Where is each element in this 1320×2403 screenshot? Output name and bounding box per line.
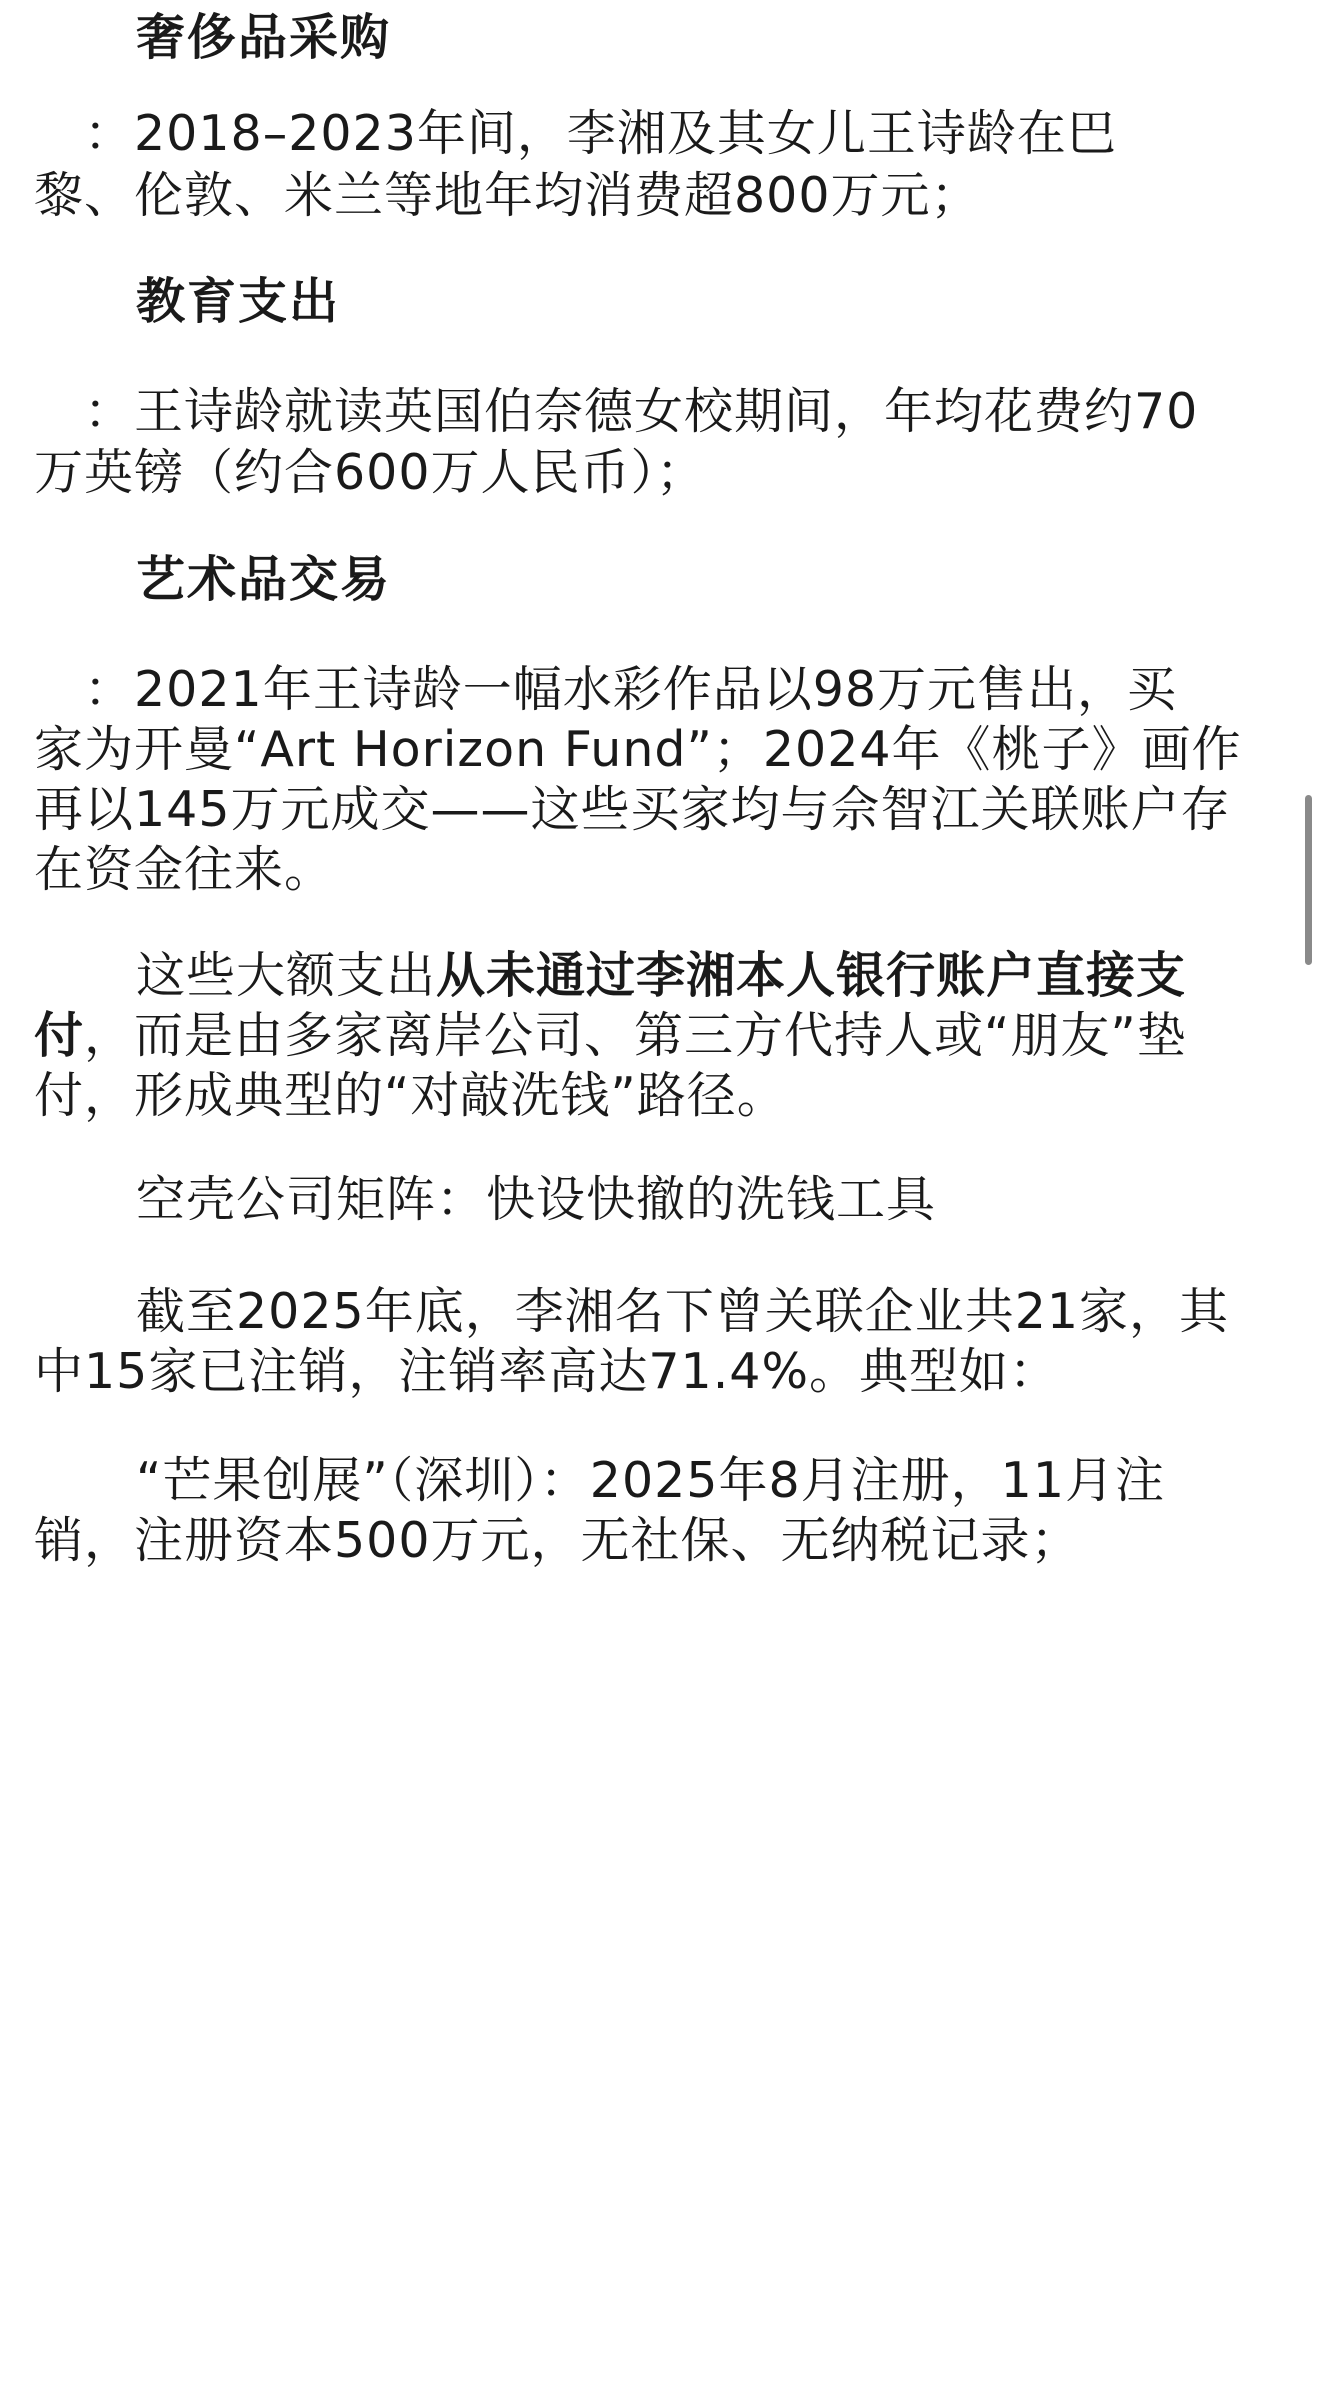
paragraph-line: 万英镑（约合600万人民币）；	[34, 444, 707, 501]
plain-text: ，而是由多家离岸公司、第三方代持人或“朋友”垫	[84, 1007, 1187, 1064]
paragraph-line: 再以145万元成交——这些买家均与佘智江关联账户存	[34, 781, 1231, 838]
paragraph-line: 在资金往来。	[34, 841, 335, 898]
paragraph-line: “芒果创展”（深圳）：2025年8月注册，11月注	[136, 1452, 1165, 1509]
section-heading-luxury: 奢侈品采购	[136, 9, 392, 66]
section-heading-education: 教育支出	[136, 273, 341, 330]
paragraph-line: ：2021年王诗龄一幅水彩作品以98万元售出，买	[84, 661, 1178, 718]
section-heading-art: 艺术品交易	[136, 551, 392, 608]
paragraph-line: 付，形成典型的“对敲洗钱”路径。	[34, 1067, 787, 1124]
bold-text: 从未通过李湘本人银行账户直接支	[436, 947, 1187, 1004]
scrollbar-thumb[interactable]	[1305, 795, 1312, 965]
bold-text: 付	[34, 1007, 85, 1064]
paragraph-line-mixed	[136, 946, 1186, 1006]
paragraph-line: 截至2025年底，李湘名下曾关联企业共21家，其	[136, 1283, 1230, 1340]
paragraph-line: ：王诗龄就读英国伯奈德女校期间，年均花费约70	[84, 383, 1199, 440]
paragraph-line: 销，注册资本500万元，无社保、无纳税记录；	[34, 1512, 1081, 1569]
plain-text: 这些大额支出	[136, 947, 437, 1004]
paragraph-line-mixed	[34, 1006, 1187, 1066]
section-heading-shell: 空壳公司矩阵：快设快撤的洗钱工具	[136, 1171, 937, 1228]
paragraph-line: 家为开曼“Art Horizon Fund”；2024年《桃子》画作	[34, 721, 1242, 778]
paragraph-line: ：2018–2023年间，李湘及其女儿王诗龄在巴	[84, 105, 1117, 162]
paragraph-line: 黎、伦敦、米兰等地年均消费超800万元；	[34, 167, 981, 224]
paragraph-line: 中15家已注销，注销率高达71.4%。典型如：	[34, 1343, 1060, 1400]
